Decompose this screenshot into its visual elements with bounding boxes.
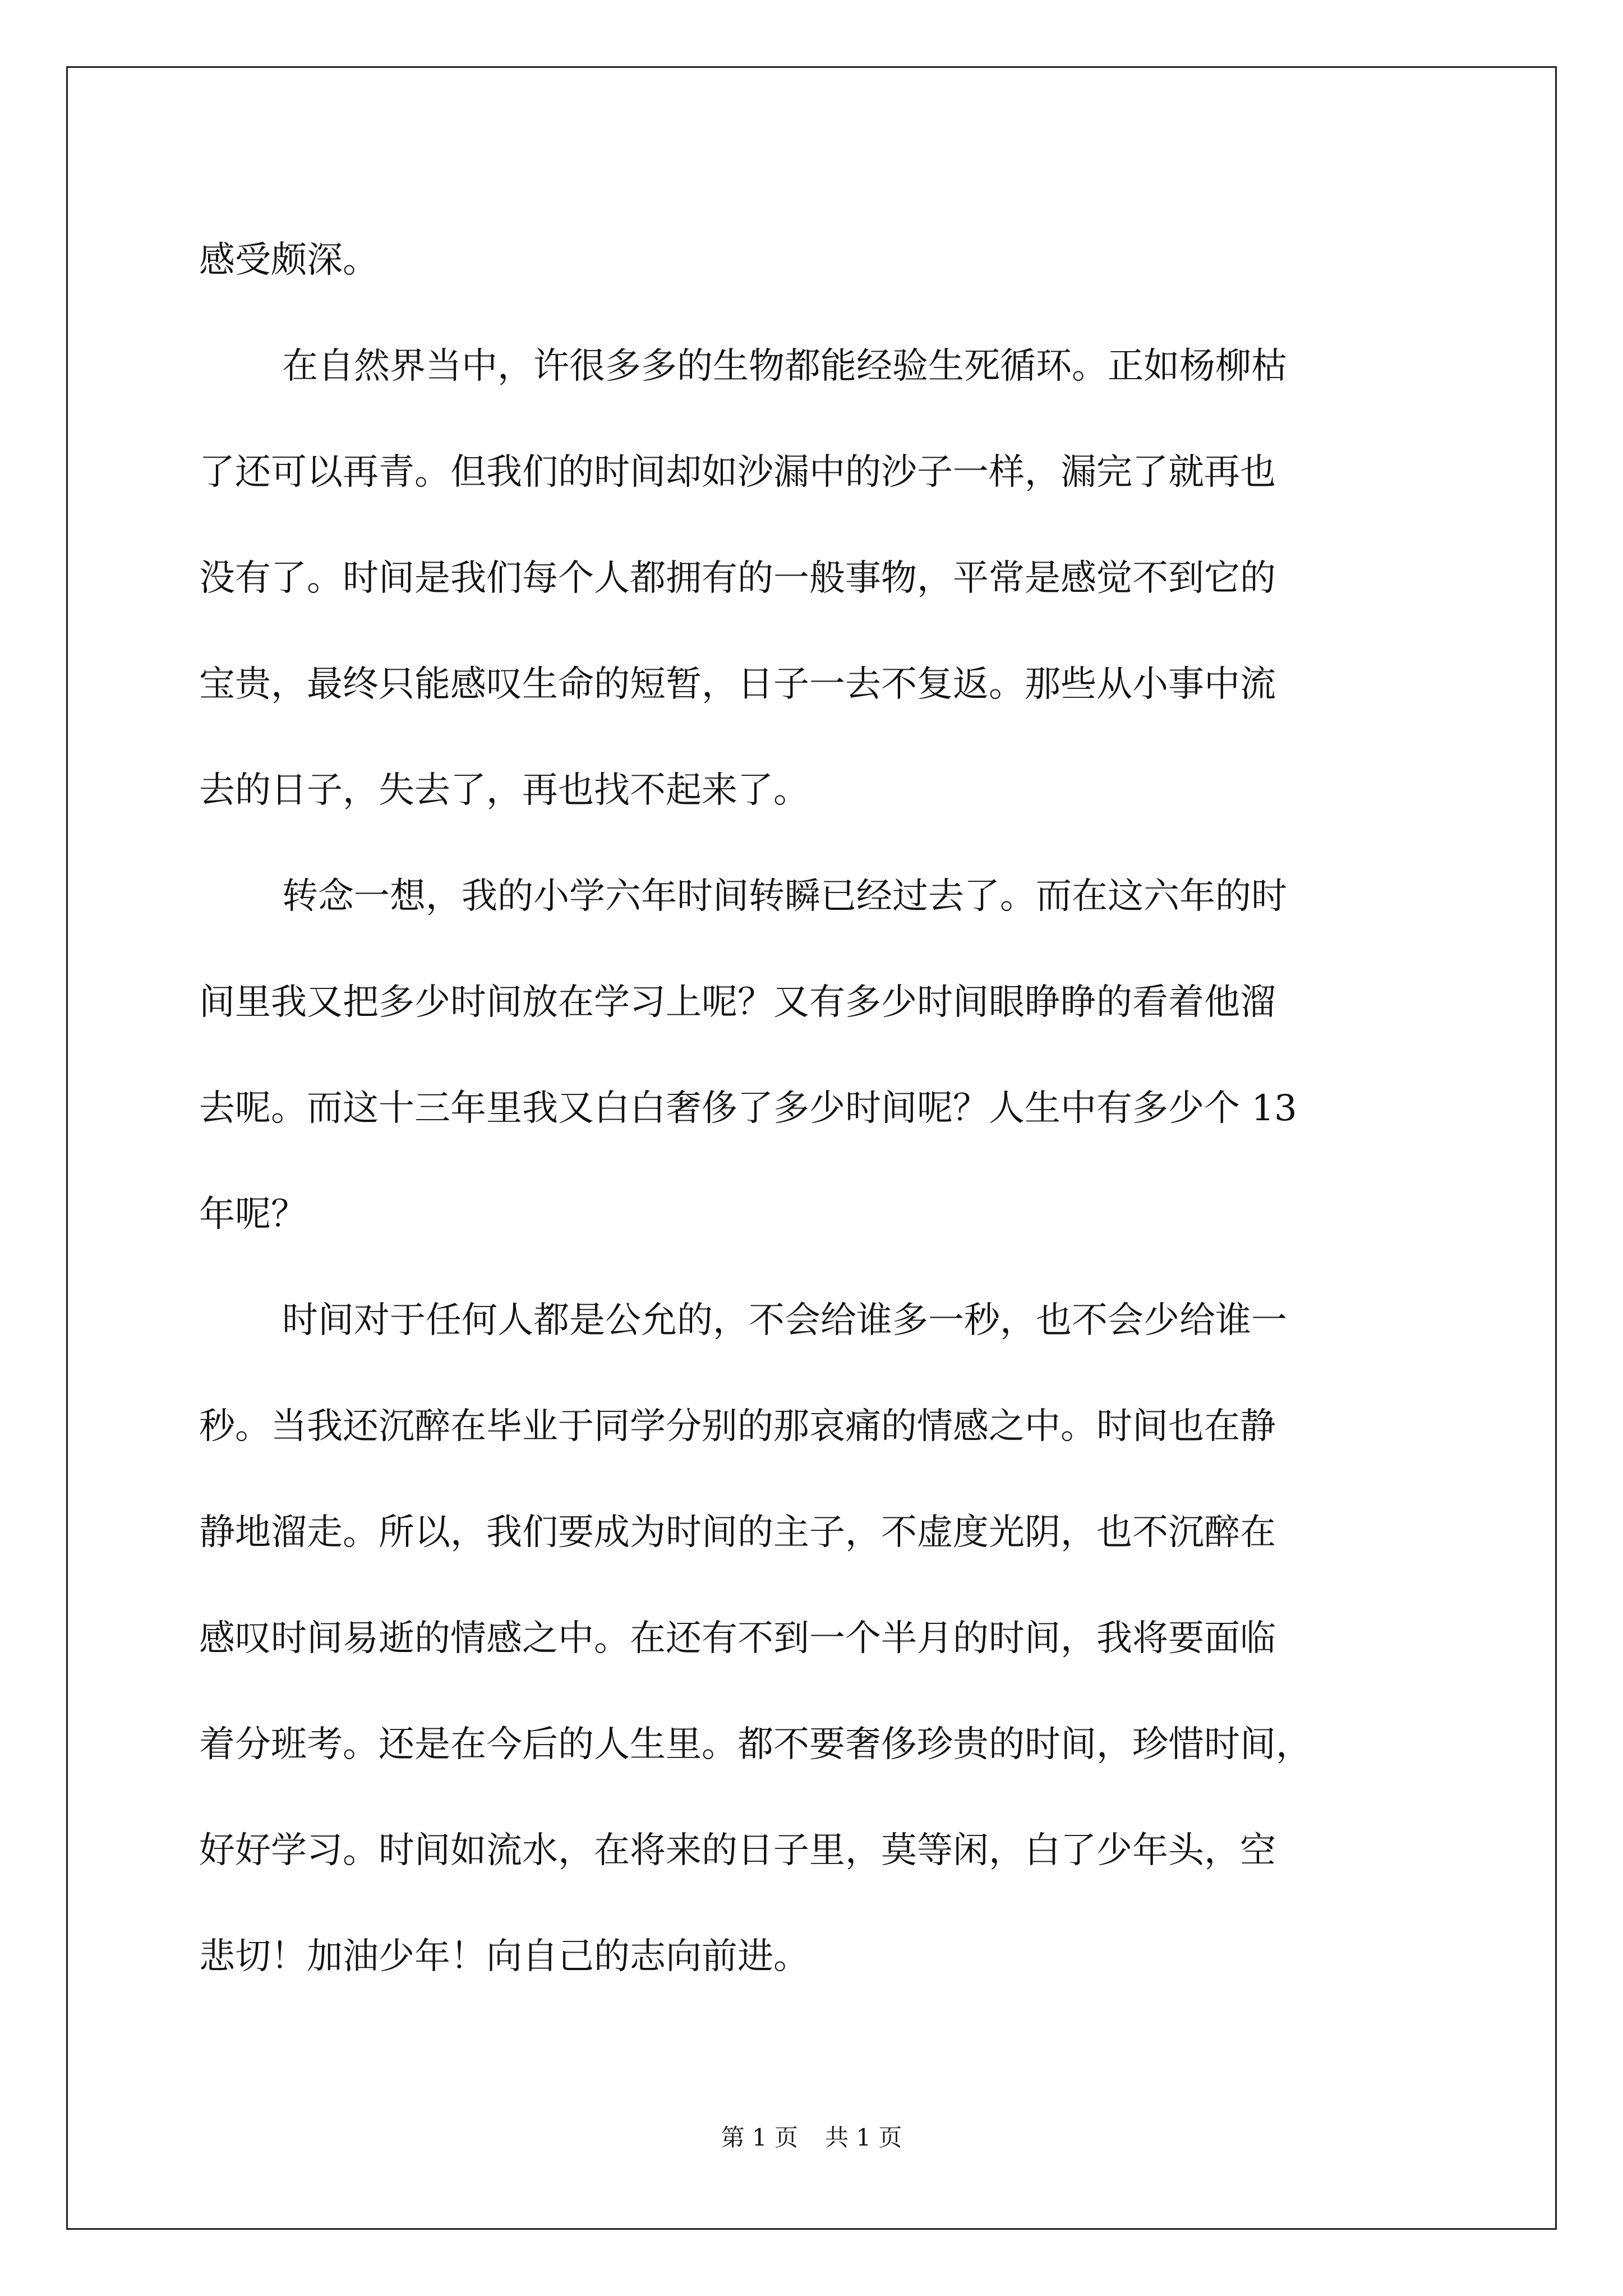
text-line-12: 秒。当我还沉醉在毕业于同学分别的那哀痛的情感之中。时间也在静 — [199, 1406, 1276, 1447]
page-number-total: 共 1 页 — [825, 2124, 902, 2151]
text-line-3: 了还可以再青。但我们的时间却如沙漏中的沙子一样，漏完了就再也 — [199, 452, 1276, 493]
page-number-current: 第 1 页 — [721, 2124, 798, 2151]
text-line-14: 感叹时间易逝的情感之中。在还有不到一个半月的时间，我将要面临 — [199, 1618, 1276, 1659]
text-line-6: 去的日子，失去了，再也找不起来了。 — [199, 770, 809, 811]
text-line-17: 悲切！加油少年！向自己的志向前进。 — [199, 1936, 809, 1977]
text-line-2: 在自然界当中，许很多多的生物都能经验生死循环。正如杨柳枯 — [282, 346, 1287, 387]
text-line-8: 间里我又把多少时间放在学习上呢？又有多少时间眼睁睁的看着他溜 — [199, 982, 1276, 1023]
text-line-13: 静地溜走。所以，我们要成为时间的主子，不虚度光阴，也不沉醉在 — [199, 1512, 1276, 1553]
text-line-7: 转念一想，我的小学六年时间转瞬已经过去了。而在这六年的时 — [282, 876, 1287, 917]
page-footer — [0, 2119, 1623, 2153]
text-line-4: 没有了。时间是我们每个人都拥有的一般事物，平常是感觉不到它的 — [199, 558, 1276, 599]
text-line-9: 去呢。而这十三年里我又白白奢侈了多少时间呢？人生中有多少个 13 — [199, 1088, 1297, 1129]
text-line-15: 着分班考。还是在今后的人生里。都不要奢侈珍贵的时间，珍惜时间， — [199, 1724, 1312, 1765]
text-line-1: 感受颇深。 — [199, 240, 379, 281]
text-line-10: 年呢？ — [199, 1194, 307, 1235]
text-line-11: 时间对于任何人都是公允的，不会给谁多一秒，也不会少给谁一 — [282, 1300, 1287, 1341]
text-line-16: 好好学习。时间如流水，在将来的日子里，莫等闲，白了少年头，空 — [199, 1830, 1276, 1871]
document-body — [199, 208, 1433, 2010]
text-line-5: 宝贵，最终只能感叹生命的短暂，日子一去不复返。那些从小事中流 — [199, 664, 1276, 705]
